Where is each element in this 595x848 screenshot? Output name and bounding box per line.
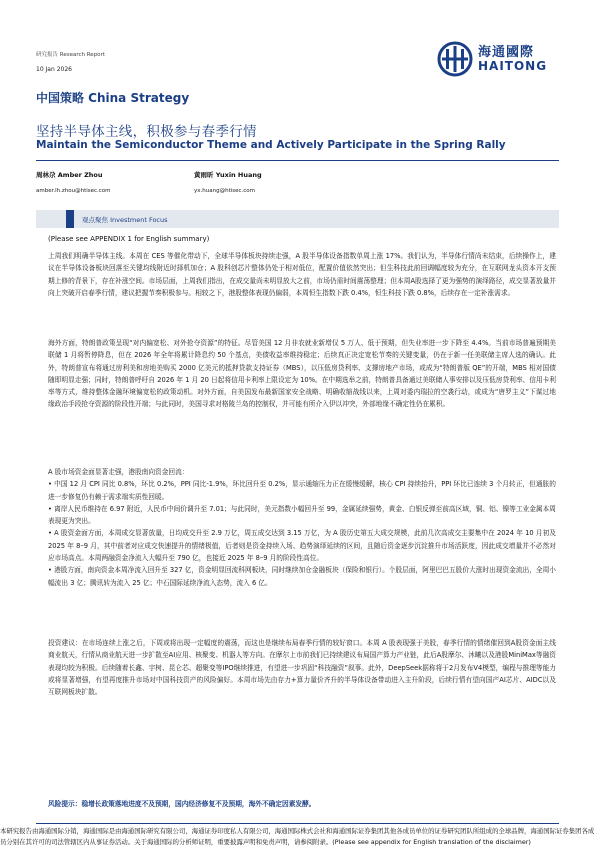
report-type: 研究报告 Research Report: [36, 52, 105, 58]
risk-label: 风险提示：: [48, 800, 82, 808]
author-email-1[interactable]: amber.lh.zhou@htisec.com: [36, 188, 111, 194]
title-divider: [36, 160, 559, 161]
paragraph-investment-advice: 投资建议：在市场连续上涨之后，下周或将出现一定幅度的震荡，而这也是继续布局春季行情的较好窗口。本周 A 股表现强于美股，春季行情的情绪催回到A股资金面主线商业航天，行情从商业航天进一步扩散至AI应用、核聚变、机器人等方向。在摩尔上市前我们已持续建议布局国产算力产业链，此后A股摩尔、沐曦以及港股MiniMax等融资表现均较为积极。后续随着长鑫、宇树、昆仑芯、超聚变等IPO继续推进，有望进一步巩固“科技融资”叙事。此外，DeepSeek据称将于2月发布V4模型，编程与推理等能力或将显著增强，有望再度推升市场对中国科技资产的风险偏好。本周市场先由存力+算力量价齐升的半导体设备带动进入主升阶段，后续行情有望向国产AI芯片、AIDC以及互联网板块扩散。: [48, 639, 556, 697]
section-label: 中国策略 China Strategy: [36, 91, 190, 105]
author-name-2: 黄雨昕 Yuxin Huang: [194, 171, 262, 179]
investment-focus-label: 观点聚焦 Investment Focus: [82, 216, 168, 224]
focus-accent-bar: [66, 210, 74, 228]
footer-disclaimer: 本研究报告由海通国际分销，海通国际是由海通国际研究有限公司，海通证券印度私人有限公司，海通国际株式会社和海通国际证券集团其他各成员单位的证券研究团队所组成的全球品牌，海通国际证券集团各成员分别在其许可的司法管辖区内从事证券活动。关于海通国际的分析师证明，重要披露声明和免责声明，请参阅附录。(Please see appendix for English translation of the disclaimer): [0, 827, 595, 846]
author-email-2[interactable]: yx.huang@htisec.com: [194, 188, 256, 194]
footer-divider: [36, 823, 559, 824]
risk-warning: [48, 798, 556, 808]
page-title-en: Maintain the Semiconductor Theme and Actively Participate in the Spring Rally: [36, 139, 506, 151]
logo-text-en: HAITONG: [478, 59, 548, 73]
paragraph-market-overview: 上周我们明确半导体主线。本周在 CES 等催化带动下，全球半导体板块持续走强，A 股半导体设备指数单周上涨 17%。我们认为，半导体行情尚未结束，后续操作上，建议在半导体设备板块回落至关键均线附近时择机加仓；A 股科创芯片整体仍处于相对低位，配置价值依然突出；但生科技此前回调幅度较为充分，在互联网龙头资本开支预期上修的背景下，存在补涨空间。市场层面，上周我们指出，在成交量尚未明显放大之前，市场仍需时间震荡整理；但本周A股选择了更为强势的演绎路径，成交显著放量并向上突破开启春季行情，建议把握节奏积极参与。相较之下，港股整体表现仍偏弱，本周恒生指数下跌 0.4%，恒生科技下跌 0.8%，后续存在一定补涨需求。: [48, 252, 556, 297]
author-name-1: 周林尕 Amber Zhou: [36, 171, 103, 179]
page-title-cn: 坚持半导体主线，积极参与春季行情: [36, 124, 257, 140]
paragraph-overseas: 海外方面，特朗普政策呈现“对内偏宽松、对外抢夺资源”的特征。尽管美国 12 月非农就业新增仅 5 万人、低于预期，但失业率进一步下降至 4.4%。当前市场普遍预期美联储 1 月将暂停降息，但在 2026 年全年将累计降息约 50 个基点，美债收益率维持稳定；后续真正决定宽松节奏的关键变量，仍在于新一任美联储主席人选的确认。此外，特朗普宣布将通过房利美和房地美购买 2000 亿美元的抵押贷款支持证券（MBS），以压低房贷利率、支撑房地产市场，或成为“特朗普版 QE”的开端，MBS 相对国债随即明显走强；同时，特朗普呼吁自 2026 年 1 月 20 日起将信用卡利率上限设定为 10%。在中期选举之前，特朗普具备通过美联储人事安排以及压低房贷利率、信用卡利率等方式，维持整体金融环境偏宽松的政策动机。对外方面，自美国发布最新国家安全战略、明确收缩战线以来，上周对委内瑞拉的空袭行动，或成为“唐罗主义”下谋过地缘政治手段抢夺资源的阶段性开端；与此同时，美国寻求对格陵兰岛的控制权，并可能有所介入伊以冲突，外部地缘不确定性仍在累积。: [48, 339, 556, 409]
haitong-emblem-icon: [436, 41, 474, 77]
haitong-logo: [436, 41, 566, 77]
appendix-note: (Please see APPENDIX 1 for English summary): [48, 235, 210, 243]
paragraph-liquidity: A 股市场资金面显著走强，港股南向资金回流： • 中国 12 月 CPI 同比 0.8%，环比 0.2%，PPI 同比-1.9%，环比回升至 0.2%，显示通缩压力正在缓慢缓解，核心 CPI 持续抬升，PPI 环比已连续 3 个月转正，但通胀的进一步修复仍有赖于需求端实质性回暖。 • 离岸人民币维持在 6.97 附近，人民币中间价调升至 7.01；与此同时，美元指数小幅回升至 99，金属延续强势，黄金、白银反弹至前高区域，铜、铝、镍等工业金属本周表现更为突出。 • A 股资金面方面，本周成交显著放量，日均成交升至 2.9 万亿，周五成交达到 3.15 万亿，为 A 股历史第五大成交规模，此前几次高成交主要集中在 2024 年 10 月初及 2025 年 8–9 月，其中前者对应成交快速提升的情绪极值，后者则是资金持续入场、趋势演绎延续的区间，且随后资金逐步沉淀推升市场活跃度，因此成交增量并不必然对应市场高点。本周两融资金净流入大幅升至 790 亿，也接近 2025 年 8–9 月的阶段性高位。 • 港股方面，南向资金本周净流入回升至 327 亿，资金明显回流科网板块，同时继续加仓金融板块（保险和银行）。个股层面，阿里巴巴五股价大涨时出现资金流出，全周小幅流出 3 亿；腾讯转为流入 25 亿；中石国际延续净流入态势，流入 6 亿。: [48, 468, 556, 587]
risk-text: 稳增长政策落地进度不及预期，国内经济修复不及预期，海外不确定因素发酵。: [81, 800, 316, 808]
investment-focus-banner: [36, 210, 559, 228]
logo-text-cn: 海通國際: [478, 45, 535, 60]
report-date: 10 Jan 2026: [36, 66, 72, 73]
